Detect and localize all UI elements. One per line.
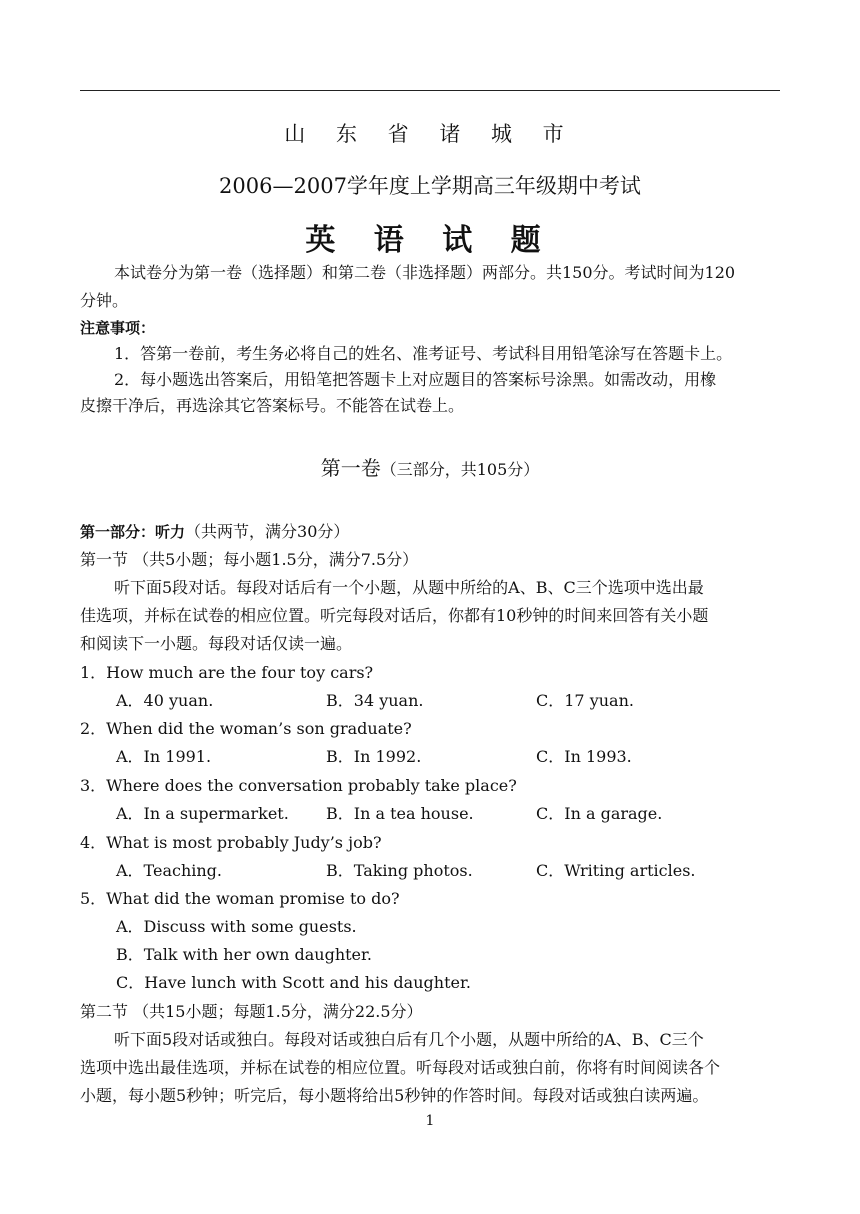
header-rule: [80, 90, 780, 91]
notice-item-2-line-1: 2．每小题选出答案后，用铅笔把答题卡上对应题目的答案标号涂黑。如需改动，用橡: [114, 370, 717, 389]
question-2-option-b: B．In 1992.: [326, 747, 422, 766]
subject-title: 英 语 试 题: [305, 223, 555, 258]
question-4-option-c: C．Writing articles.: [536, 861, 696, 880]
exam-title: 2006—2007学年度上学期高三年级期中考试: [219, 174, 641, 198]
question-2-option-c: C．In 1993.: [536, 747, 632, 766]
question-4-option-a: A．Teaching.: [116, 861, 223, 880]
volume-1-subtitle: （三部分，共105分）: [380, 460, 540, 479]
volume-1-title: 第一卷: [320, 456, 381, 480]
question-2-option-a: A．In 1991.: [116, 747, 212, 766]
part-1-heading: [80, 521, 780, 543]
section-2-heading: 第二节 （共15小题；每题1.5分，满分22.5分）: [80, 1002, 423, 1021]
part-1-title: 第一部分：听力: [80, 523, 186, 541]
section-1-instruction-2: 佳选项，并标在试卷的相应位置。听完每段对话后，你都有10秒钟的时间来回答有关小题: [80, 606, 709, 625]
page-number: 1: [425, 1113, 435, 1129]
question-1: 1．How much are the four toy cars?: [80, 663, 374, 682]
question-1-option-c: C．17 yuan.: [536, 691, 634, 710]
question-1-option-a: A．40 yuan.: [116, 691, 214, 710]
question-3-option-c: C．In a garage.: [536, 804, 663, 823]
section-2-instruction-3: 小题，每小题5秒钟；听完后，每小题将给出5秒钟的作答时间。每段对话或独白读两遍。: [80, 1086, 709, 1105]
question-2: 2．When did the woman’s son graduate?: [80, 719, 412, 738]
intro-line-2: 分钟。: [80, 291, 129, 310]
question-4-option-b: B．Taking photos.: [326, 861, 473, 880]
part-1-note: （共两节，满分30分）: [185, 522, 350, 541]
intro-line-1: 本试卷分为第一卷（选择题）和第二卷（非选择题）两部分。共150分。考试时间为120: [114, 263, 736, 282]
question-1-option-b: B．34 yuan.: [326, 691, 424, 710]
question-5-option-a: A．Discuss with some guests.: [116, 917, 357, 936]
section-2-instruction-1: 听下面5段对话或独白。每段对话或独白后有几个小题，从题中所给的A、B、C三个: [114, 1030, 704, 1049]
question-3: 3．Where does the conversation probably take place?: [80, 776, 517, 795]
section-1-instruction-1: 听下面5段对话。每段对话后有一个小题，从题中所给的A、B、C三个选项中选出最: [114, 578, 704, 597]
section-1-instruction-3: 和阅读下一小题。每段对话仅读一遍。: [80, 634, 353, 653]
notice-item-2-line-2: 皮擦干净后，再选涂其它答案标号。不能答在试卷上。: [80, 396, 465, 415]
notice-heading: 注意事项：: [80, 319, 156, 337]
question-5-option-b: B．Talk with her own daughter.: [116, 945, 372, 964]
province-city-title: 山 东 省 诸 城 市: [284, 122, 576, 146]
question-5-option-c: C．Have lunch with Scott and his daughter.: [116, 973, 471, 992]
section-1-heading: 第一节 （共5小题；每小题1.5分，满分7.5分）: [80, 550, 419, 569]
question-3-option-a: A．In a supermarket.: [116, 804, 289, 823]
question-5: 5．What did the woman promise to do?: [80, 889, 400, 908]
question-3-option-b: B．In a tea house.: [326, 804, 474, 823]
notice-item-1: 1．答第一卷前，考生务必将自己的姓名、准考证号、考试科目用铅笔涂写在答题卡上。: [114, 344, 733, 363]
volume-1-heading: [80, 452, 780, 481]
section-2-instruction-2: 选项中选出最佳选项，并标在试卷的相应位置。听每段对话或独白前，你将有时间阅读各个: [80, 1058, 721, 1077]
question-4: 4．What is most probably Judy’s job?: [80, 833, 382, 852]
